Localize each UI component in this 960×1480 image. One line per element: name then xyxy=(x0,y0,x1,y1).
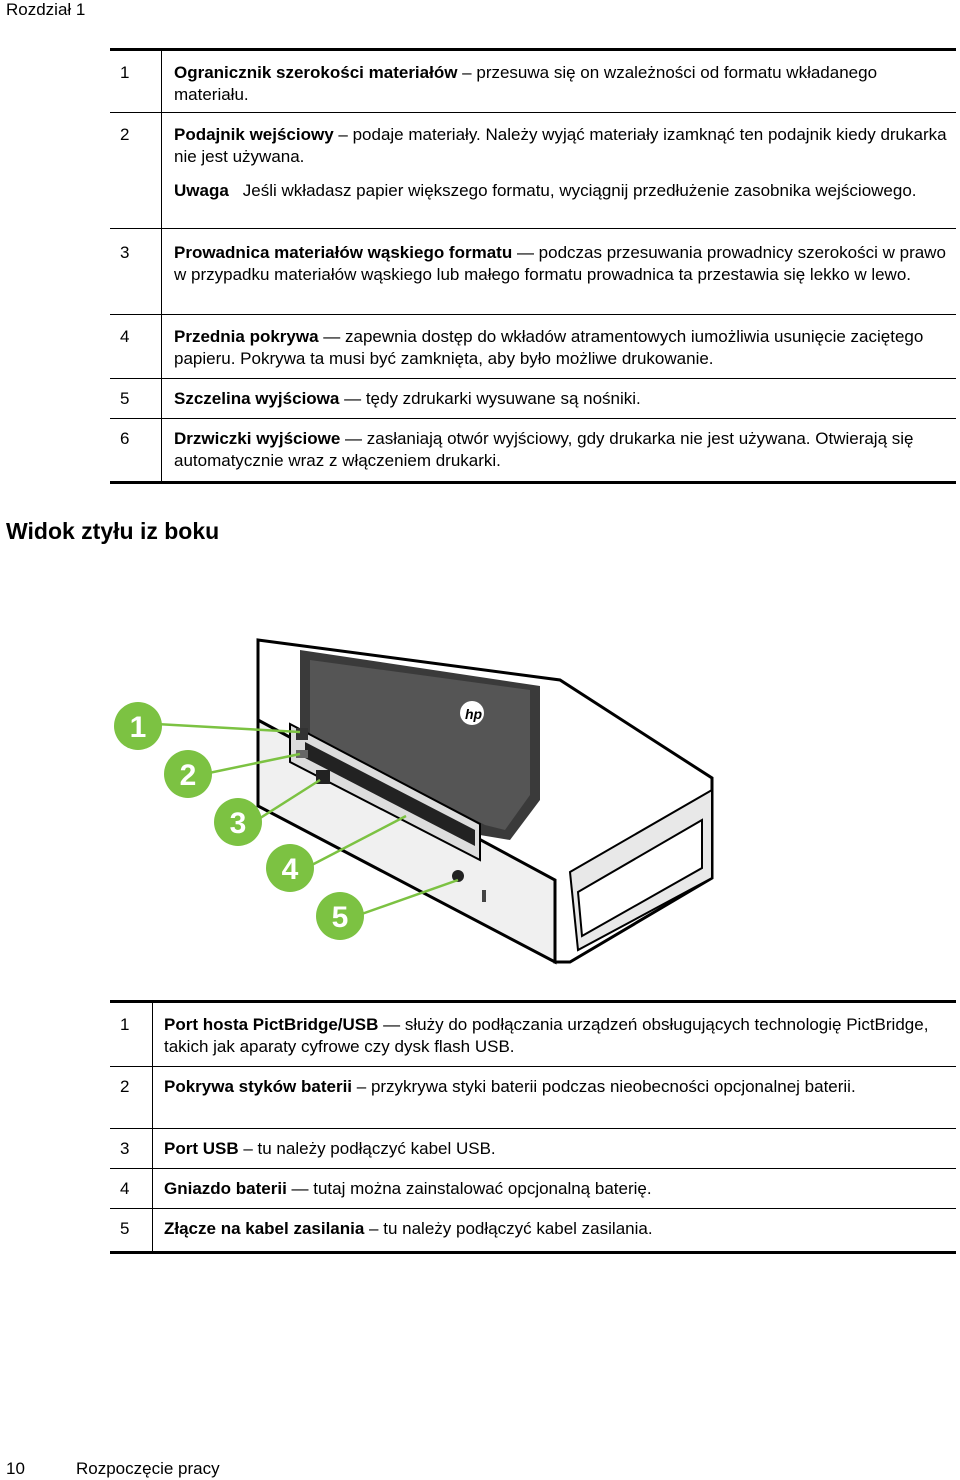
page-number: 10 xyxy=(6,1459,25,1478)
components-table-back: 1 Port hosta PictBridge/USB — służy do podłączania urządzeń obsługujących technologię PictBridge, takich jak aparaty cyfrowe czy dysk flash USB. 2 Pokrywa styków baterii – przykrywa styki baterii podczas nieobecności opcjonalnej baterii. 3 Port USB – tu należy podłączyć kabel USB. 4 Gniazdo baterii — tutaj można zainstalować opcjonalną baterię. 5 Złącze na kabel zasilania – tu należy podłączyć kabel zasilania. xyxy=(110,1000,956,1254)
svg-text:1: 1 xyxy=(129,711,147,744)
components-table-front: 1 Ogranicznik szerokości materiałów – przesuwa się on wzależności od formatu wkładanego materiału. 2 Podajnik wejściowy – podaje materiały. Należy wyjąć materiały izamknąć ten podajnik kiedy drukarka nie jest używana. Uwaga Jeśli wkładasz papier większego formatu, wyciągnij przedłużenie zasobnika wejściowego. 3 Prowadnica materiałów wąskiego formatu — podczas przesuwania prowadnicy szerokości w prawo w przypadku materiałów wąskiego lub małego formatu prowadnica ta przestawia się lekko w lewo. 4 Przednia pokrywa — zapewnia dostęp do wkładów atramentowych iumożliwia usunięcie zaciętego papieru. Pokrywa ta musi być zamknięta, aby było możliwe drukowanie. 5 Szczelina wyjściowa — tędy zdrukarki wysuwane są nośniki. 6 Drzwiczki wyjściowe — zasłaniają otwór wyjściowy, gdy drukarka nie jest używana. Otwierają się automatycznie wraz z włączeniem drukarki. xyxy=(110,48,956,484)
svg-text:hp: hp xyxy=(465,706,483,722)
printer-illustration xyxy=(100,620,740,1000)
svg-text:5: 5 xyxy=(331,901,349,934)
callout-2 xyxy=(164,750,212,798)
callout-4 xyxy=(266,844,314,892)
svg-text:2: 2 xyxy=(179,759,197,792)
svg-text:4: 4 xyxy=(281,853,299,886)
footer-title: Rozpoczęcie pracy xyxy=(76,1459,220,1478)
section-title: Widok ztyłu iz boku xyxy=(6,518,220,544)
callout-5 xyxy=(316,892,364,940)
note: Uwaga Jeśli wkładasz papier większego formatu, wyciągnij przedłużenie zasobnika wejściowego. xyxy=(174,181,917,200)
svg-text:3: 3 xyxy=(229,807,247,840)
callout-3 xyxy=(214,798,262,846)
callout-1 xyxy=(114,702,162,750)
chapter-header: Rozdział 1 xyxy=(6,0,86,19)
